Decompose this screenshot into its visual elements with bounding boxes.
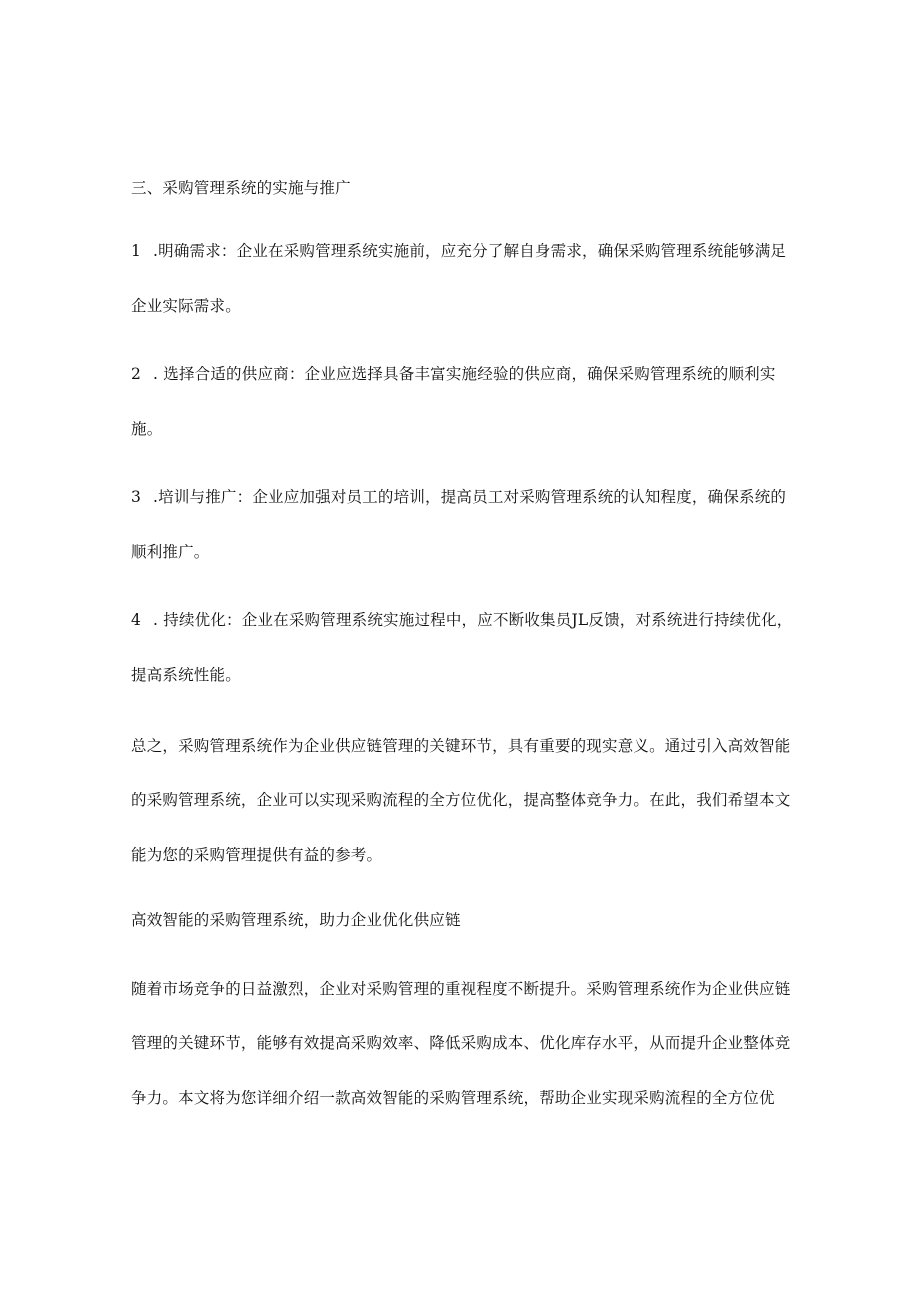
intro-line-3: 争力。本文将为您详细介绍一款高效智能的采购管理系统，帮助企业实现采购流程的全方位优 (131, 1089, 775, 1107)
list-item-2-line-1 (131, 364, 776, 384)
list-item-1-number: 1 (131, 242, 142, 260)
article-title: 高效智能的采购管理系统，助力企业优化供应链 (131, 911, 461, 929)
intro-line-1: 随着市场竞争的日益激烈，企业对采购管理的重视程度不断提升。采购管理系统作为企业供应链 (131, 980, 791, 998)
list-item-4-number: 4 (131, 611, 142, 629)
intro-line-2: 管理的关键环节，能够有效提高采购效率、降低采购成本、优化库存水平，从而提升企业整体竞 (131, 1034, 791, 1052)
list-item-1-text: .明确需求：企业在采购管理系统实施前，应充分了解自身需求，确保采购管理系统能够满足 (153, 242, 787, 260)
list-item-2-text: . 选择合适的供应商：企业应选择具备丰富实施经验的供应商，确保采购管理系统的顺利实 (153, 365, 776, 383)
list-item-3-text: .培训与推广：企业应加强对员工的培训，提高员工对采购管理系统的认知程度，确保系统的 (153, 488, 787, 506)
summary-line-3: 能为您的采购管理提供有益的参考。 (131, 846, 383, 864)
list-item-1-line-1 (131, 241, 786, 261)
summary-line-2: 的采购管理系统，企业可以实现采购流程的全方位优化，提高整体竞争力。在此，我们希望本文 (131, 791, 791, 809)
list-item-3-number: 3 (131, 488, 142, 506)
list-item-3-line-2: 顺利推广。 (131, 543, 210, 561)
list-item-3-line-1 (131, 487, 786, 507)
list-item-2-number: 2 (131, 365, 142, 383)
summary-line-1: 总之，采购管理系统作为企业供应链管理的关键环节，具有重要的现实意义。通过引入高效智能 (131, 737, 791, 755)
list-item-4-line-2: 提高系统性能。 (131, 666, 241, 684)
section-heading: 三、采购管理系统的实施与推广 (131, 179, 351, 197)
list-item-1-line-2: 企业实际需求。 (131, 297, 241, 315)
list-item-2-line-2: 施。 (131, 420, 163, 438)
list-item-4-text: . 持续优化：企业在采购管理系统实施过程中，应不断收集员JL反馈，对系统进行持续优化， (153, 611, 793, 629)
list-item-4-line-1 (131, 610, 792, 630)
